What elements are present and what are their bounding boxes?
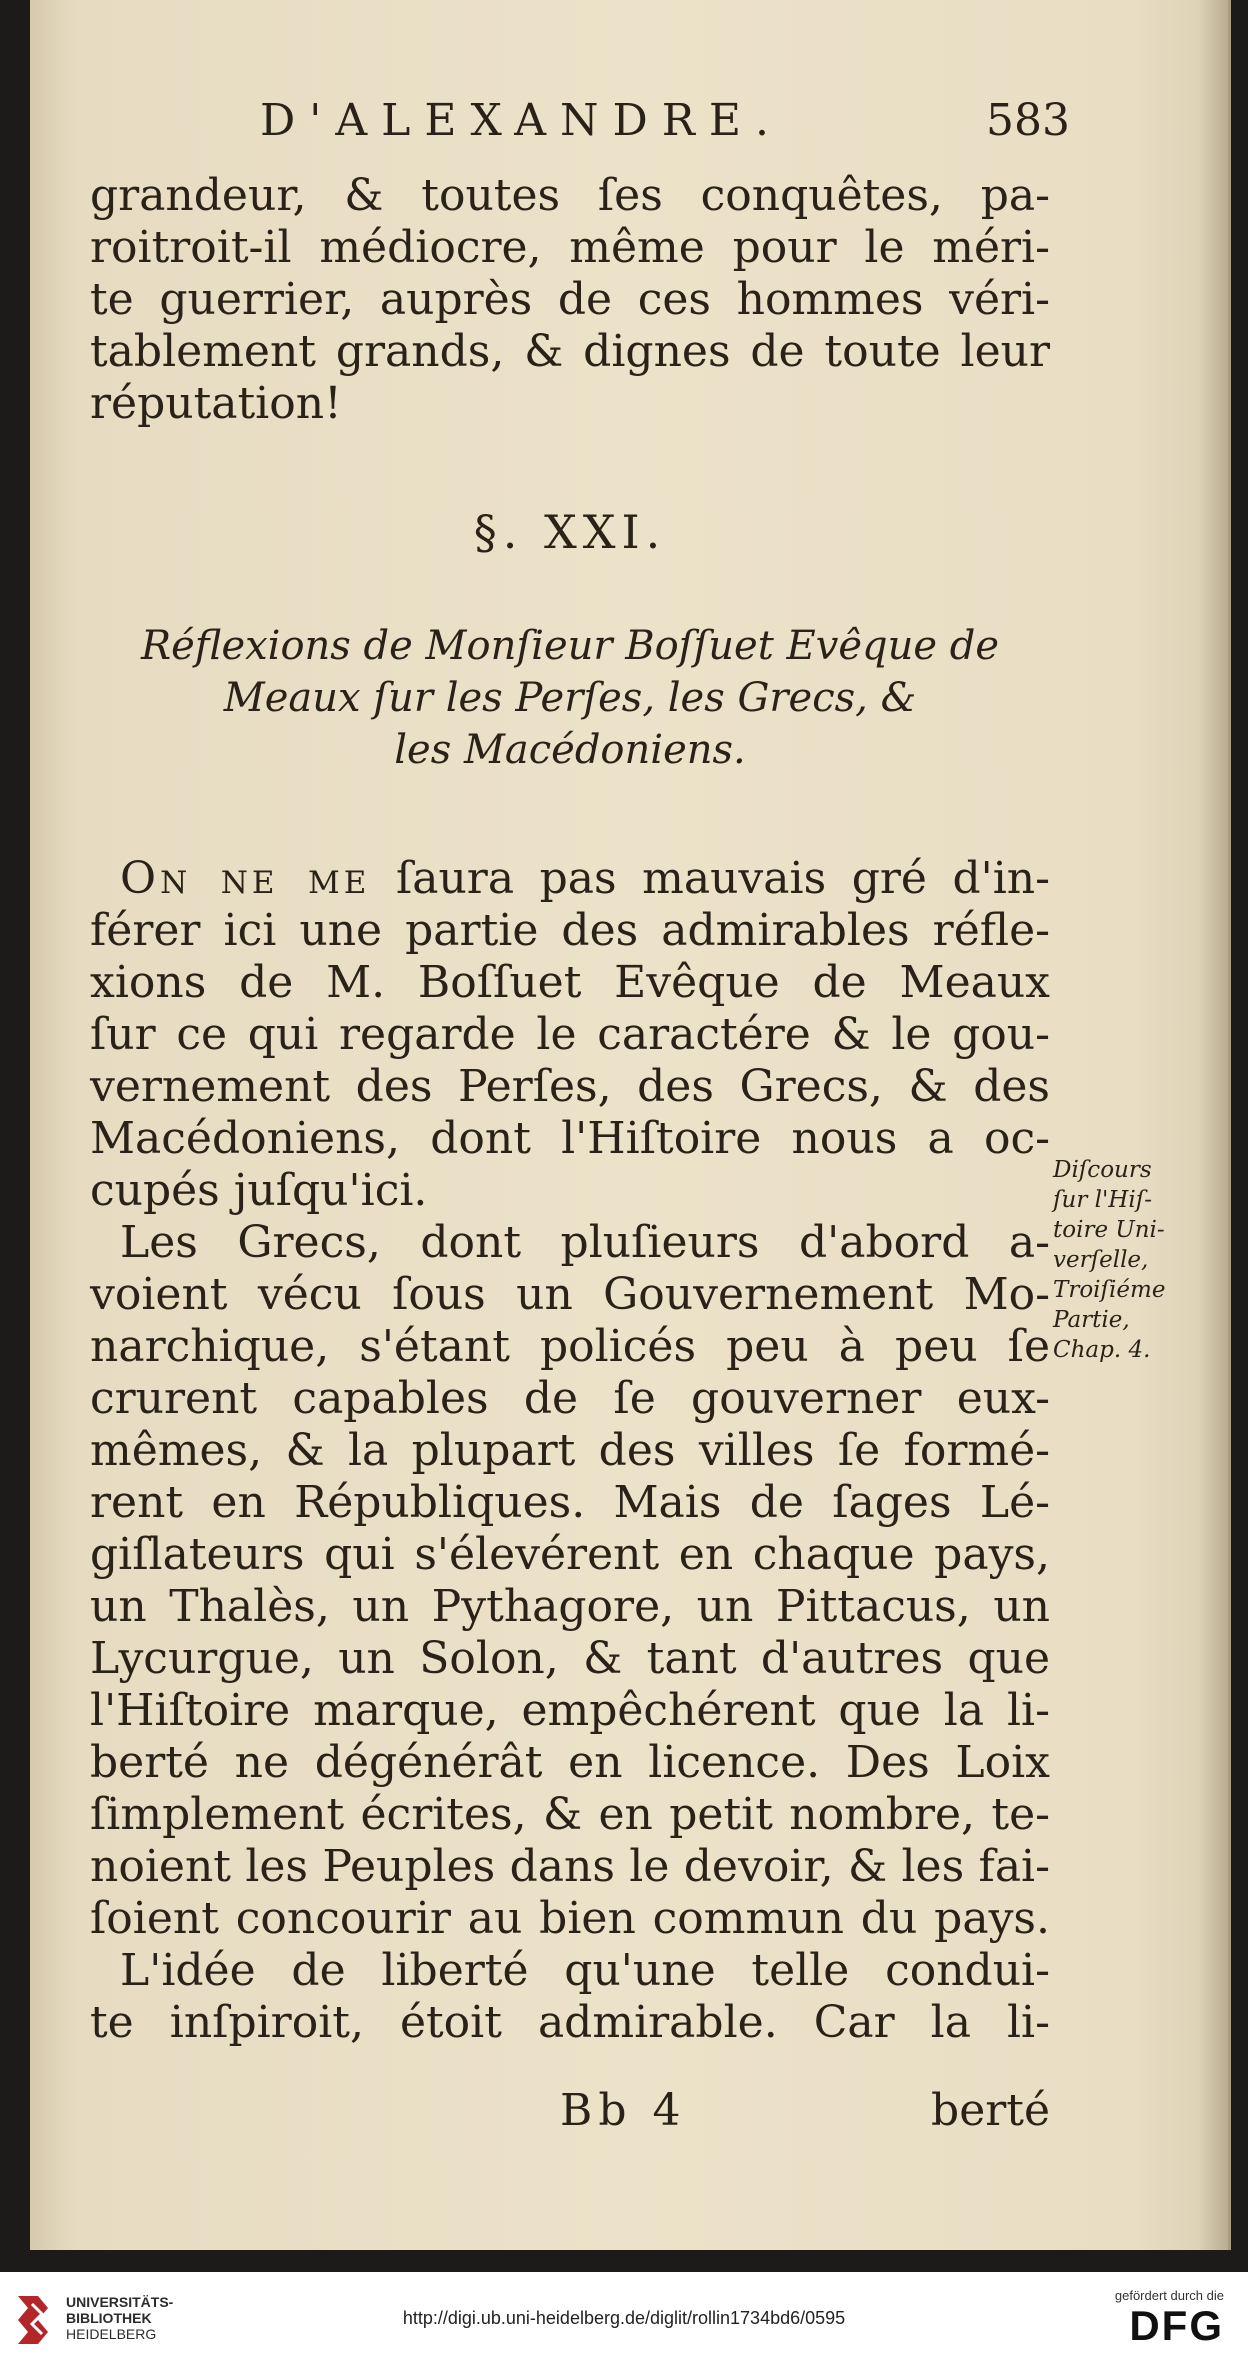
text-line: roitroit-il médiocre, même pour le méri- (90, 222, 1050, 273)
text-line: te guerrier, auprès de ces hommes véri- (90, 274, 1050, 325)
text-line: Macédoniens, dont l'Hiſtoire nous a oc- (90, 1113, 1050, 1164)
catchword: berté (931, 2085, 1050, 2136)
section-heading-line: Réflexions de Monſieur Boſſuet Evêque de (140, 623, 1000, 669)
paragraph-first-line (120, 853, 1050, 905)
library-name-line: UNIVERSITÄTS- (66, 2294, 174, 2310)
text-line: réputation! (90, 378, 342, 429)
margin-note (1053, 1155, 1183, 1365)
margin-note-line: Troiſiéme (1053, 1277, 1166, 1303)
text-line: giſlateurs qui s'élevérent en chaque pays, (90, 1529, 1050, 1580)
book-page (30, 0, 1231, 2250)
dfg-funding-logo (1084, 2288, 1224, 2349)
library-name-line: BIBLIOTHEK (66, 2310, 152, 2326)
text-line: te inſpiroit, étoit admirable. Car la li- (90, 1997, 1050, 2048)
text-line: férer ici une partie des admirables réfle- (90, 905, 1050, 956)
text-line: noient les Peuples dans le devoir, & les fai- (90, 1841, 1050, 1892)
text-line: l'Hiſtoire marque, empêchérent que la li- (90, 1685, 1050, 1736)
margin-note-line: verſelle, (1053, 1247, 1149, 1273)
page-number: 583 (986, 95, 1070, 146)
margin-note-line: Chap. 4. (1053, 1337, 1151, 1363)
section-heading-line: les Macédoniens. (394, 727, 746, 773)
text-line: Lycurgue, un Solon, & tant d'autres que (90, 1633, 1050, 1684)
viewer-footer-bar (0, 2272, 1248, 2366)
text-line: vernement des Perſes, des Grecs, & des (90, 1061, 1050, 1112)
section-number: §. XXI. (473, 505, 667, 559)
margin-note-line: Partie, (1053, 1307, 1130, 1333)
text-line: L'idée de liberté qu'une telle condui- (120, 1945, 1050, 1996)
text-line: Les Grecs, dont pluſieurs d'abord a- (120, 1217, 1050, 1268)
running-head (260, 95, 1070, 155)
page-footer (90, 2085, 1050, 2137)
text-line: ſoient concourir au bien commun du pays. (90, 1893, 1050, 1944)
text-line: tablement grands, & dignes de toute leur (90, 326, 1050, 377)
paragraph-lead-smallcaps: On ne me (120, 853, 371, 904)
running-title: D'ALEXANDRE. (260, 95, 784, 146)
text-line: cupés juſqu'ici. (90, 1165, 428, 1216)
text-line: ſimplement écrites, & en petit nombre, te- (90, 1789, 1050, 1840)
text-line: narchique, s'étant policés peu à peu ſe (90, 1321, 1050, 1372)
margin-note-line: toire Uni- (1053, 1217, 1165, 1243)
margin-note-line: ſur l'Hiſ- (1053, 1187, 1153, 1213)
dfg-logo-text: DFG (1129, 2302, 1224, 2349)
text-line: xions de M. Boſſuet Evêque de Meaux (90, 957, 1050, 1008)
text-line: berté ne dégénérât en licence. Des Loix (90, 1737, 1050, 1788)
text-line: un Thalès, un Pythagore, un Pittacus, un (90, 1581, 1050, 1632)
library-name-line: HEIDELBERG (66, 2326, 157, 2342)
text-line: rent en Républiques. Mais de ſages Lé- (90, 1477, 1050, 1528)
text-line: mêmes, & la plupart des villes ſe formé- (90, 1425, 1050, 1476)
funding-caption: gefördert durch die (1114, 2288, 1224, 2303)
margin-note-line: Diſcours (1053, 1157, 1152, 1183)
text-line: voient vécu ſous un Gouvernement Mo- (90, 1269, 1050, 1320)
page-edge-shadow (1198, 0, 1228, 2250)
text-line: grandeur, & toutes ſes conquêtes, pa- (90, 170, 1050, 221)
section-heading-line: Meaux ſur les Perſes, les Grecs, & (223, 675, 917, 721)
paragraph-first-line-rest: ſaura pas mauvais gré d'in- (395, 853, 1051, 904)
text-line: ſur ce qui regarde le caractére & le gou- (90, 1009, 1050, 1060)
permalink-url[interactable]: http://digi.ub.uni-heidelberg.de/diglit/rollin1734bd6/0595 (402, 2308, 846, 2328)
signature-mark: Bb 4 (560, 2085, 687, 2136)
text-line: crurent capables de ſe gouverner eux- (90, 1373, 1050, 1424)
